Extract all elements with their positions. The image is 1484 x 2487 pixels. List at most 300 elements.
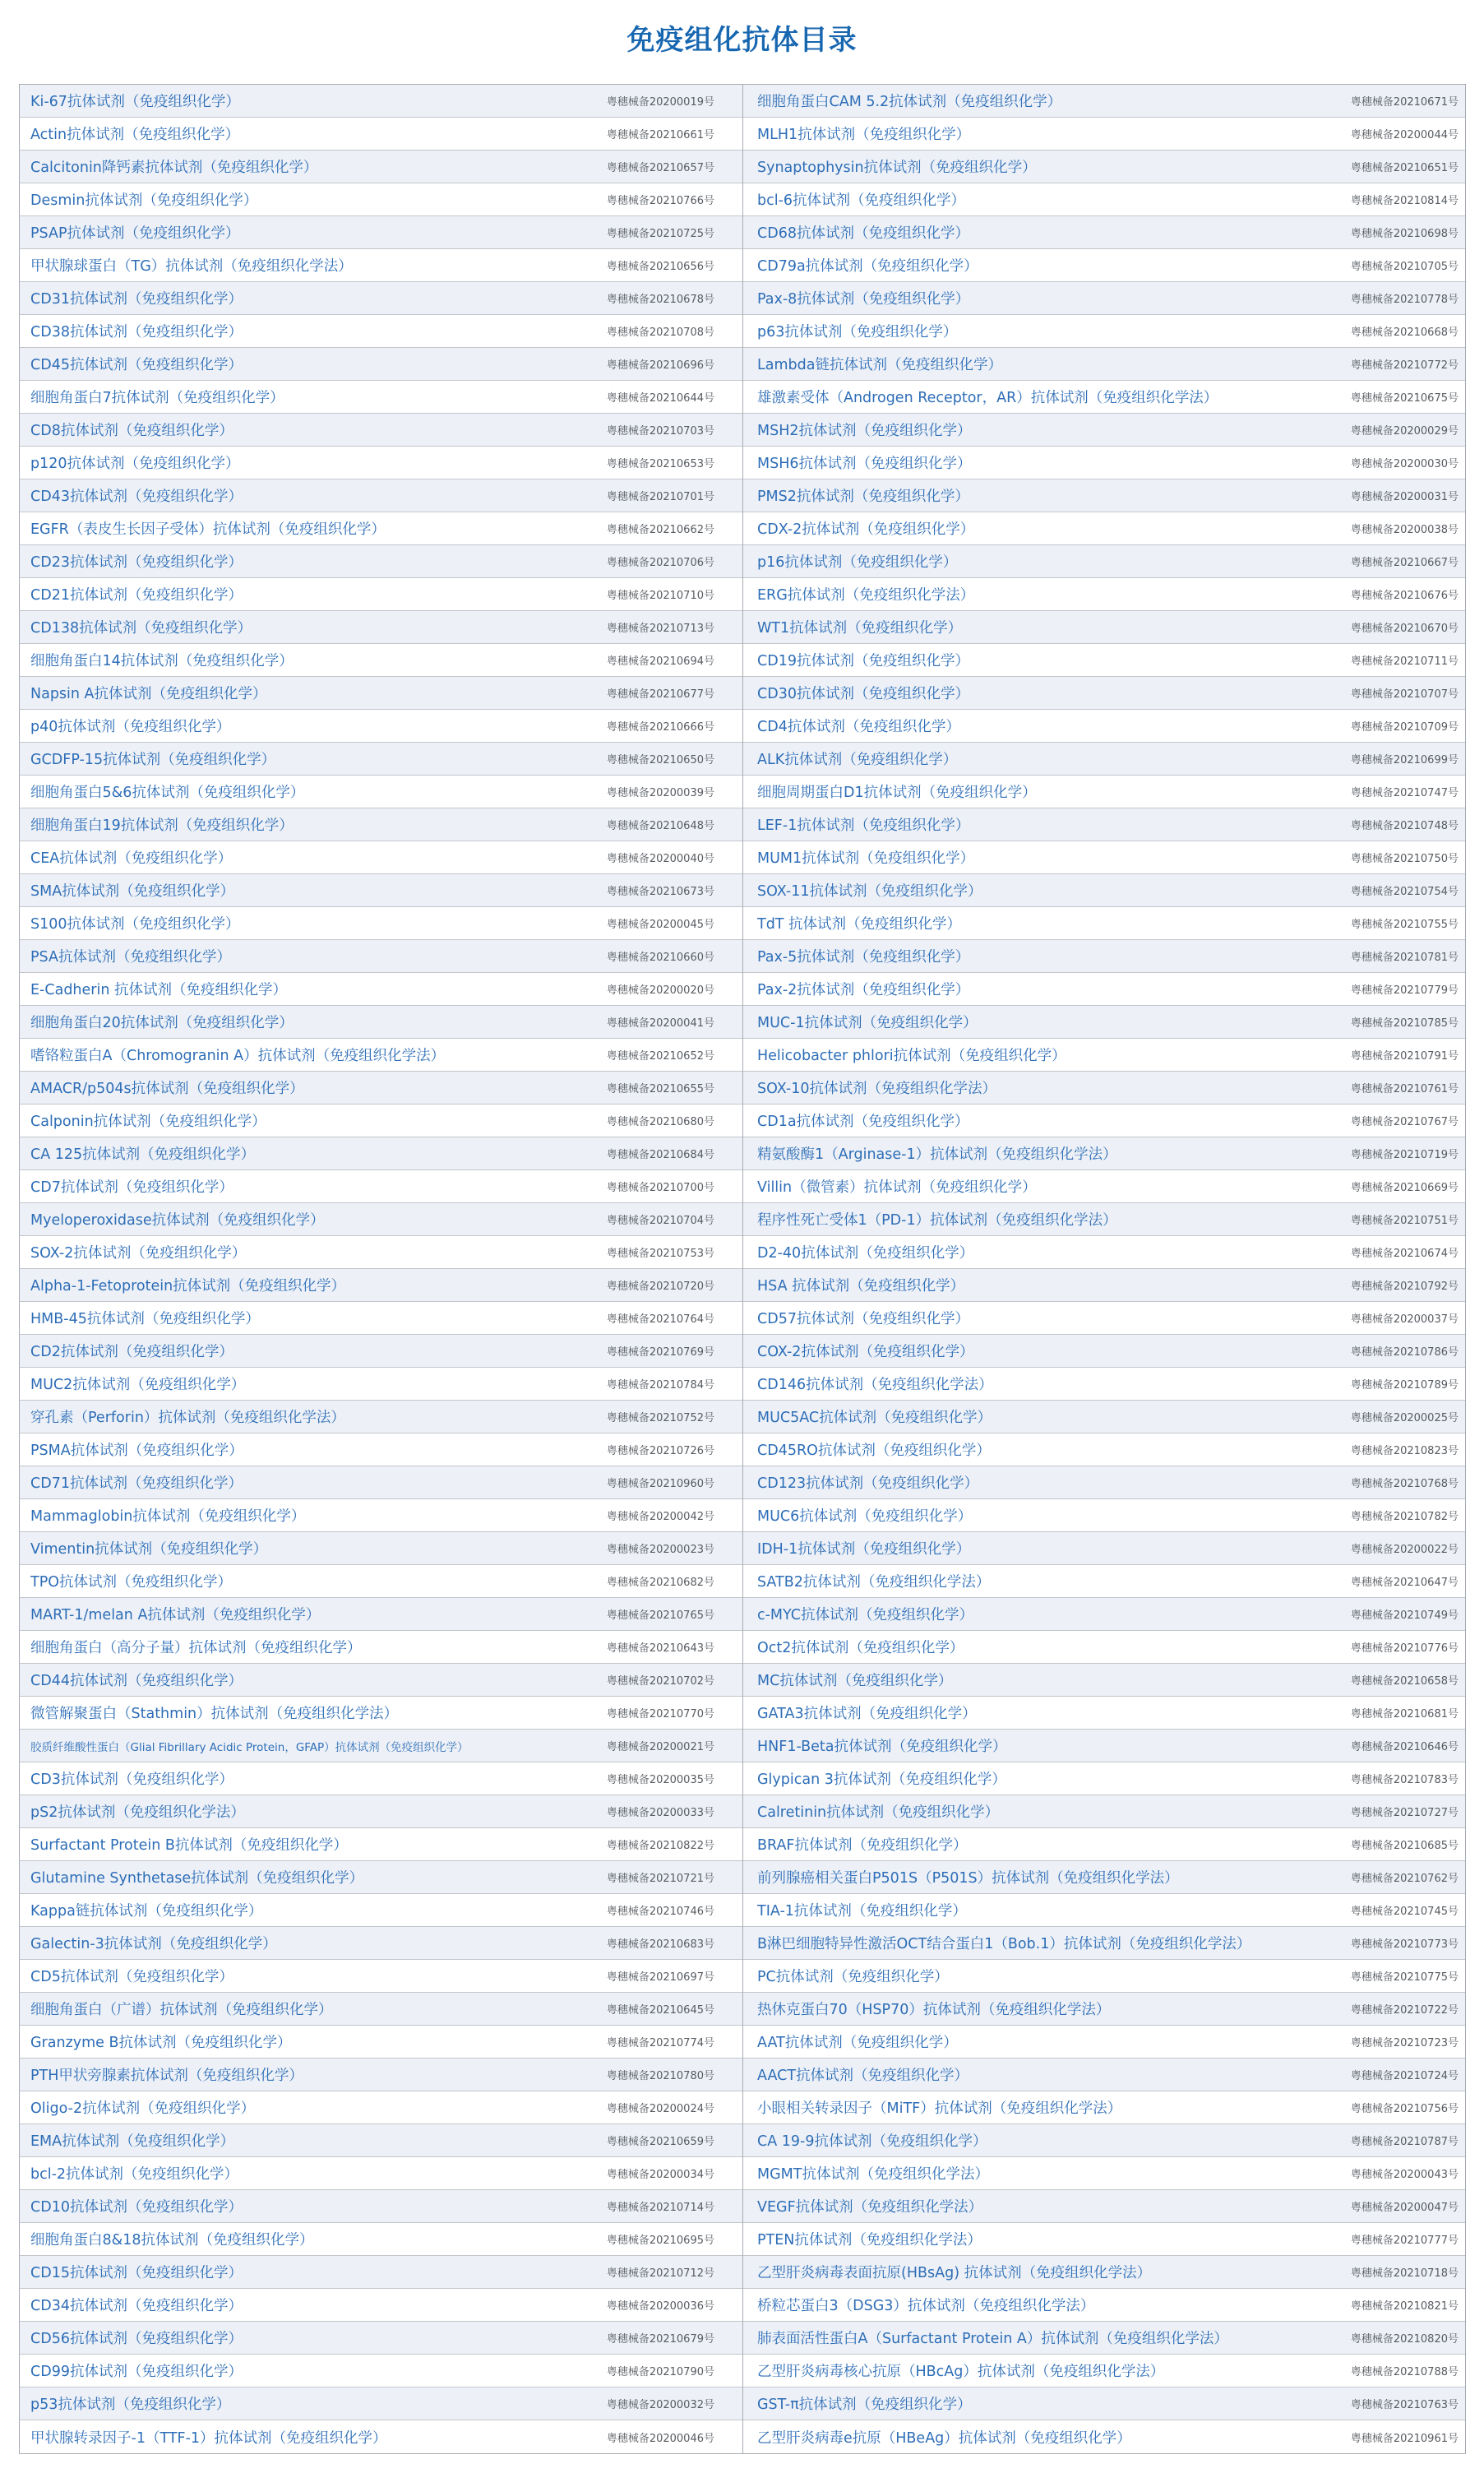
- table-row: [20, 2124, 742, 2157]
- antibody-name: EGFR（表皮生长因子受体）抗体试剂（免疫组织化学）: [30, 521, 386, 538]
- antibody-name: GATA3抗体试剂（免疫组织化学）: [757, 1706, 977, 1722]
- registration-number: 粤穗械备20210718号: [1350, 2267, 1459, 2280]
- antibody-name: MGMT抗体试剂（免疫组织化学法）: [757, 2166, 989, 2183]
- table-row: [20, 940, 742, 973]
- registration-number: 粤穗械备20200022号: [1350, 1544, 1459, 1556]
- registration-number: 粤穗械备20210961号: [1350, 2432, 1459, 2445]
- registration-number: 粤穗械备20210822号: [606, 1840, 714, 1852]
- registration-number: 粤穗械备20210786号: [1350, 1346, 1459, 1359]
- antibody-name: SOX-11抗体试剂（免疫组织化学）: [757, 883, 982, 900]
- registration-number: 粤穗械备20210662号: [606, 524, 714, 536]
- table-row: [743, 611, 1465, 644]
- registration-number: 粤穗械备20210792号: [1350, 1281, 1459, 1293]
- registration-number: 粤穗械备20210722号: [1350, 2004, 1459, 2017]
- antibody-name: HMB-45抗体试剂（免疫组织化学）: [30, 1311, 260, 1327]
- antibody-name: Helicobacter phlori抗体试剂（免疫组织化学）: [757, 1048, 1066, 1064]
- antibody-name: 小眼相关转录因子（MiTF）抗体试剂（免疫组织化学法）: [757, 2100, 1122, 2117]
- table-row: [20, 1664, 742, 1697]
- table-row: [20, 1565, 742, 1598]
- table-row: [743, 2124, 1465, 2157]
- registration-number: 粤穗械备20210821号: [1350, 2300, 1459, 2313]
- table-row: [743, 1039, 1465, 1072]
- antibody-name: CD21抗体试剂（免疫组织化学）: [30, 587, 243, 604]
- table-row: [743, 2091, 1465, 2124]
- table-row: [20, 545, 742, 578]
- registration-number: 粤穗械备20210643号: [606, 1642, 714, 1655]
- antibody-name: Pax-8抗体试剂（免疫组织化学）: [757, 291, 970, 308]
- registration-number: 粤穗械备20210788号: [1350, 2366, 1459, 2378]
- registration-number: 粤穗械备20200032号: [606, 2399, 714, 2411]
- table-row: [20, 85, 742, 118]
- registration-number: 粤穗械备20210655号: [606, 1083, 714, 1095]
- antibody-name: CD34抗体试剂（免疫组织化学）: [30, 2298, 243, 2314]
- registration-number: 粤穗械备20210721号: [606, 1873, 714, 1885]
- table-row: [20, 710, 742, 743]
- antibody-name: CD8抗体试剂（免疫组织化学）: [30, 423, 233, 439]
- registration-number: 粤穗械备20210710号: [606, 590, 714, 602]
- registration-number: 粤穗械备20210761号: [1350, 1083, 1459, 1095]
- antibody-name: Ki-67抗体试剂（免疫组织化学）: [30, 94, 240, 110]
- table-row: [20, 2026, 742, 2059]
- antibody-name: 乙型肝炎病毒e抗原（HBeAg）抗体试剂（免疫组织化学）: [757, 2429, 1131, 2447]
- antibody-name: 微管解聚蛋白（Stathmin）抗体试剂（免疫组织化学法）: [30, 1706, 399, 1722]
- antibody-name: HNF1-Beta抗体试剂（免疫组织化学）: [757, 1739, 1007, 1755]
- registration-number: 粤穗械备20210708号: [606, 327, 714, 339]
- antibody-name: PSA抗体试剂（免疫组织化学）: [30, 949, 231, 966]
- table-row: [20, 1137, 742, 1170]
- registration-number: 粤穗械备20210653号: [606, 458, 714, 470]
- registration-number: 粤穗械备20210648号: [606, 820, 714, 832]
- registration-number: 粤穗械备20200045号: [606, 919, 714, 931]
- antibody-name: Desmin抗体试剂（免疫组织化学）: [30, 192, 258, 209]
- registration-number: 粤穗械备20200019号: [606, 96, 714, 109]
- table-row: [20, 644, 742, 677]
- antibody-table: [19, 84, 1466, 2454]
- table-row: [20, 1401, 742, 1433]
- table-row: [743, 315, 1465, 348]
- registration-number: 粤穗械备20210668号: [1350, 327, 1459, 339]
- registration-number: 粤穗械备20210723号: [1350, 2037, 1459, 2049]
- table-row: [743, 1565, 1465, 1598]
- table-row: [743, 1072, 1465, 1105]
- registration-number: 粤穗械备20210720号: [606, 1281, 714, 1293]
- table-row: [743, 2256, 1465, 2289]
- registration-number: 粤穗械备20210711号: [1350, 655, 1459, 668]
- antibody-name: CDX-2抗体试剂（免疫组织化学）: [757, 521, 975, 538]
- table-row: [743, 2059, 1465, 2091]
- table-row: [20, 1762, 742, 1795]
- registration-number: 粤穗械备20210669号: [1350, 1182, 1459, 1194]
- antibody-name: Galectin-3抗体试剂（免疫组织化学）: [30, 1936, 277, 1952]
- registration-number: 粤穗械备20210680号: [606, 1116, 714, 1128]
- registration-number: 粤穗械备20200035号: [606, 1774, 714, 1786]
- antibody-name: 甲状腺球蛋白（TG）抗体试剂（免疫组织化学法）: [30, 258, 353, 275]
- table-row: [20, 874, 742, 907]
- antibody-name: p120抗体试剂（免疫组织化学）: [30, 456, 240, 472]
- registration-number: 粤穗械备20210685号: [1350, 1840, 1459, 1852]
- antibody-name: Pax-5抗体试剂（免疫组织化学）: [757, 949, 970, 966]
- registration-number: 粤穗械备20200046号: [606, 2432, 714, 2445]
- registration-number: 粤穗械备20210674号: [1350, 1248, 1459, 1260]
- antibody-name: CD19抗体试剂（免疫组织化学）: [757, 653, 969, 669]
- registration-number: 粤穗械备20200038号: [1350, 524, 1459, 536]
- antibody-name: 乙型肝炎病毒核心抗原（HBcAg）抗体试剂（免疫组织化学法）: [757, 2364, 1165, 2380]
- registration-number: 粤穗械备20200034号: [606, 2169, 714, 2181]
- antibody-name: PTEN抗体试剂（免疫组织化学法）: [757, 2232, 982, 2248]
- table-row: [20, 1960, 742, 1993]
- registration-number: 粤穗械备20200020号: [606, 984, 714, 997]
- table-row: [20, 2420, 742, 2453]
- table-row: [20, 2190, 742, 2223]
- table-row: [743, 1828, 1465, 1861]
- antibody-name: MUM1抗体试剂（免疫组织化学）: [757, 850, 975, 867]
- table-row: [20, 1730, 742, 1762]
- antibody-name: CD15抗体试剂（免疫组织化学）: [30, 2265, 243, 2281]
- table-row: [743, 381, 1465, 414]
- table-row: [743, 1762, 1465, 1795]
- antibody-name: 细胞角蛋白（高分子量）抗体试剂（免疫组织化学）: [30, 1640, 362, 1656]
- antibody-name: Oct2抗体试剂（免疫组织化学）: [757, 1640, 964, 1656]
- antibody-name: CD56抗体试剂（免疫组织化学）: [30, 2331, 243, 2347]
- table-row: [743, 2026, 1465, 2059]
- antibody-name: WT1抗体试剂（免疫组织化学）: [757, 620, 963, 637]
- table-row: [20, 2322, 742, 2355]
- table-row: [743, 151, 1465, 183]
- antibody-name: CD2抗体试剂（免疫组织化学）: [30, 1344, 233, 1360]
- antibody-name: CD123抗体试剂（免疫组织化学）: [757, 1475, 979, 1492]
- table-row: [743, 2387, 1465, 2420]
- registration-number: 粤穗械备20210661号: [606, 129, 714, 141]
- table-row: [743, 808, 1465, 841]
- registration-number: 粤穗械备20210694号: [606, 655, 714, 668]
- registration-number: 粤穗械备20210683号: [606, 1938, 714, 1951]
- antibody-name: CD44抗体试剂（免疫组织化学）: [30, 1673, 243, 1689]
- table-row: [20, 151, 742, 183]
- table-row: [743, 1927, 1465, 1960]
- table-row: [743, 479, 1465, 512]
- table-row: [743, 249, 1465, 282]
- antibody-name: Surfactant Protein B抗体试剂（免疫组织化学）: [30, 1837, 348, 1854]
- antibody-name: VEGF抗体试剂（免疫组织化学法）: [757, 2199, 983, 2216]
- table-row: [20, 1039, 742, 1072]
- antibody-name: CD45抗体试剂（免疫组织化学）: [30, 357, 243, 373]
- table-row: [743, 1335, 1465, 1368]
- antibody-name: MSH2抗体试剂（免疫组织化学）: [757, 423, 972, 439]
- registration-number: 粤穗械备20210646号: [1350, 1741, 1459, 1753]
- table-row: [743, 1631, 1465, 1664]
- table-row: [20, 1598, 742, 1631]
- registration-number: 粤穗械备20200041号: [606, 1017, 714, 1030]
- antibody-name: 细胞周期蛋白D1抗体试剂（免疫组织化学）: [757, 785, 1037, 801]
- table-row: [20, 1631, 742, 1664]
- registration-number: 粤穗械备20200044号: [1350, 129, 1459, 141]
- table-row: [20, 348, 742, 381]
- antibody-name: PSAP抗体试剂（免疫组织化学）: [30, 225, 240, 242]
- registration-number: 粤穗械备20200036号: [606, 2300, 714, 2313]
- antibody-name: Lambda链抗体试剂（免疫组织化学）: [757, 357, 1002, 373]
- registration-number: 粤穗械备20210667号: [1350, 557, 1459, 569]
- antibody-name: CEA抗体试剂（免疫组织化学）: [30, 850, 233, 867]
- table-row: [743, 447, 1465, 479]
- registration-number: 粤穗械备20210676号: [1350, 590, 1459, 602]
- registration-number: 粤穗械备20210659号: [606, 2136, 714, 2148]
- antibody-name: MUC-1抗体试剂（免疫组织化学）: [757, 1015, 978, 1031]
- antibody-name: AACT抗体试剂（免疫组织化学）: [757, 2068, 969, 2084]
- table-row: [743, 1499, 1465, 1532]
- registration-number: 粤穗械备20200037号: [1350, 1313, 1459, 1326]
- table-row: [743, 2223, 1465, 2256]
- registration-number: 粤穗械备20210754号: [1350, 886, 1459, 898]
- table-row: [743, 1302, 1465, 1335]
- table-row: [743, 2420, 1465, 2453]
- registration-number: 粤穗械备20210751号: [1350, 1215, 1459, 1227]
- antibody-name: 嗜铬粒蛋白A（Chromogranin A）抗体试剂（免疫组织化学法）: [30, 1048, 446, 1064]
- registration-number: 粤穗械备20210779号: [1350, 984, 1459, 997]
- registration-number: 粤穗械备20210677号: [606, 688, 714, 701]
- registration-number: 粤穗械备20210657号: [606, 162, 714, 174]
- antibody-name: IDH-1抗体试剂（免疫组织化学）: [757, 1541, 971, 1558]
- antibody-name: MUC6抗体试剂（免疫组织化学）: [757, 1508, 973, 1525]
- table-row: [743, 1433, 1465, 1466]
- antibody-name: CA 125抗体试剂（免疫组织化学）: [30, 1146, 256, 1163]
- table-row: [20, 1466, 742, 1499]
- table-row: [743, 85, 1465, 118]
- antibody-name: SATB2抗体试剂（免疫组织化学法）: [757, 1574, 991, 1591]
- antibody-name: CD71抗体试剂（免疫组织化学）: [30, 1475, 243, 1492]
- registration-number: 粤穗械备20210749号: [1350, 1609, 1459, 1622]
- antibody-name: BRAF抗体试剂（免疫组织化学）: [757, 1837, 968, 1854]
- table-row: [743, 1795, 1465, 1828]
- table-row: [743, 1269, 1465, 1302]
- registration-number: 粤穗械备20210682号: [606, 1577, 714, 1589]
- table-row: [20, 512, 742, 545]
- registration-number: 粤穗械备20200033号: [606, 1807, 714, 1819]
- antibody-name: Pax-2抗体试剂（免疫组织化学）: [757, 982, 970, 998]
- table-row: [20, 1203, 742, 1236]
- antibody-name: Calponin抗体试剂（免疫组织化学）: [30, 1114, 266, 1130]
- registration-number: 粤穗械备20210725号: [606, 228, 714, 240]
- antibody-name: CD5抗体试剂（免疫组织化学）: [30, 1969, 233, 1985]
- antibody-name: EMA抗体试剂（免疫组织化学）: [30, 2133, 235, 2150]
- registration-number: 粤穗械备20210695号: [606, 2235, 714, 2247]
- table-row: [20, 249, 742, 282]
- antibody-name: PSMA抗体试剂（免疫组织化学）: [30, 1443, 243, 1459]
- registration-number: 粤穗械备20210650号: [606, 754, 714, 766]
- table-row: [743, 1894, 1465, 1927]
- table-row: [743, 1730, 1465, 1762]
- table-row: [743, 578, 1465, 611]
- registration-number: 粤穗械备20210670号: [1350, 623, 1459, 635]
- registration-number: 粤穗械备20210701号: [606, 491, 714, 503]
- antibody-name: 胶质纤维酸性蛋白（Glial Fibrillary Acidic Protein，GFAP）抗体试剂（免疫组织化学）: [30, 1740, 469, 1754]
- registration-number: 粤穗械备20210651号: [1350, 162, 1459, 174]
- registration-number: 粤穗械备20210790号: [606, 2366, 714, 2378]
- antibody-name: AAT抗体试剂（免疫组织化学）: [757, 2035, 958, 2051]
- antibody-name: CD4抗体试剂（免疫组织化学）: [757, 719, 960, 735]
- table-row: [20, 447, 742, 479]
- table-row: [20, 2387, 742, 2420]
- antibody-name: CD138抗体试剂（免疫组织化学）: [30, 620, 252, 637]
- registration-number: 粤穗械备20210787号: [1350, 2136, 1459, 2148]
- catalog-column-right: [742, 85, 1465, 2453]
- table-row: [743, 1960, 1465, 1993]
- antibody-name: Granzyme B抗体试剂（免疫组织化学）: [30, 2035, 292, 2051]
- registration-number: 粤穗械备20210699号: [1350, 754, 1459, 766]
- table-row: [20, 743, 742, 776]
- registration-number: 粤穗械备20210712号: [606, 2267, 714, 2280]
- table-row: [20, 1006, 742, 1039]
- registration-number: 粤穗械备20210658号: [1350, 1675, 1459, 1688]
- antibody-name: Glypican 3抗体试剂（免疫组织化学）: [757, 1771, 1006, 1788]
- antibody-name: LEF-1抗体试剂（免疫组织化学）: [757, 817, 970, 834]
- table-row: [743, 1861, 1465, 1894]
- registration-number: 粤穗械备20210753号: [606, 1248, 714, 1260]
- antibody-name: TIA-1抗体试剂（免疫组织化学）: [757, 1903, 967, 1920]
- registration-number: 粤穗械备20210727号: [1350, 1807, 1459, 1819]
- registration-number: 粤穗械备20210752号: [606, 1412, 714, 1424]
- table-row: [20, 1433, 742, 1466]
- registration-number: 粤穗械备20200025号: [1350, 1412, 1459, 1424]
- antibody-name: 细胞角蛋白7抗体试剂（免疫组织化学）: [30, 390, 284, 406]
- antibody-name: MC抗体试剂（免疫组织化学）: [757, 1673, 953, 1689]
- registration-number: 粤穗械备20210681号: [1350, 1708, 1459, 1721]
- table-row: [20, 216, 742, 249]
- table-row: [743, 1170, 1465, 1203]
- registration-number: 粤穗械备20210675号: [1350, 392, 1459, 405]
- antibody-name: GCDFP-15抗体试剂（免疫组织化学）: [30, 752, 276, 768]
- antibody-name: MUC2抗体试剂（免疫组织化学）: [30, 1377, 246, 1393]
- antibody-name: bcl-2抗体试剂（免疫组织化学）: [30, 2166, 239, 2183]
- table-row: [20, 1894, 742, 1927]
- table-row: [20, 2059, 742, 2091]
- table-row: [743, 2190, 1465, 2223]
- antibody-name: bcl-6抗体试剂（免疫组织化学）: [757, 192, 966, 209]
- table-row: [743, 940, 1465, 973]
- registration-number: 粤穗械备20200042号: [606, 1511, 714, 1523]
- antibody-name: D2-40抗体试剂（免疫组织化学）: [757, 1245, 974, 1262]
- table-row: [743, 2157, 1465, 2190]
- registration-number: 粤穗械备20210656号: [606, 261, 714, 273]
- antibody-name: S100抗体试剂（免疫组织化学）: [30, 916, 240, 933]
- antibody-name: 雄激素受体（Androgen Receptor，AR）抗体试剂（免疫组织化学法）: [757, 390, 1218, 406]
- table-row: [20, 1170, 742, 1203]
- antibody-name: 穿孔素（Perforin）抗体试剂（免疫组织化学法）: [30, 1410, 345, 1426]
- antibody-name: CD38抗体试剂（免疫组织化学）: [30, 324, 243, 340]
- registration-number: 粤穗械备20210747号: [1350, 787, 1459, 799]
- registration-number: 粤穗械备20210785号: [1350, 1017, 1459, 1030]
- table-row: [20, 479, 742, 512]
- table-row: [743, 1368, 1465, 1401]
- antibody-name: 热休克蛋白70（HSP70）抗体试剂（免疫组织化学法）: [757, 2002, 1111, 2018]
- table-row: [20, 611, 742, 644]
- antibody-name: SOX-10抗体试剂（免疫组织化学法）: [757, 1081, 996, 1097]
- table-row: [743, 1236, 1465, 1269]
- registration-number: 粤穗械备20210755号: [1350, 919, 1459, 931]
- registration-number: 粤穗械备20210765号: [606, 1609, 714, 1622]
- registration-number: 粤穗械备20210756号: [1350, 2103, 1459, 2115]
- registration-number: 粤穗械备20210647号: [1350, 1577, 1459, 1589]
- registration-number: 粤穗械备20210748号: [1350, 820, 1459, 832]
- registration-number: 粤穗械备20210764号: [606, 1313, 714, 1326]
- registration-number: 粤穗械备20210960号: [606, 1478, 714, 1490]
- antibody-name: CD68抗体试剂（免疫组织化学）: [757, 225, 969, 242]
- table-row: [743, 1532, 1465, 1565]
- table-row: [20, 677, 742, 710]
- table-row: [20, 578, 742, 611]
- registration-number: 粤穗械备20210702号: [606, 1675, 714, 1688]
- antibody-name: CD7抗体试剂（免疫组织化学）: [30, 1179, 233, 1196]
- antibody-name: 程序性死亡受体1（PD-1）抗体试剂（免疫组织化学法）: [757, 1212, 1117, 1229]
- antibody-name: GST-π抗体试剂（免疫组织化学）: [757, 2397, 972, 2413]
- table-row: [20, 841, 742, 874]
- registration-number: 粤穗械备20210726号: [606, 1445, 714, 1457]
- registration-number: 粤穗械备20210709号: [1350, 721, 1459, 734]
- registration-number: 粤穗械备20210713号: [606, 623, 714, 635]
- table-row: [20, 1302, 742, 1335]
- registration-number: 粤穗械备20210724号: [1350, 2070, 1459, 2082]
- antibody-name: ALK抗体试剂（免疫组织化学）: [757, 752, 958, 768]
- antibody-name: Myeloperoxidase抗体试剂（免疫组织化学）: [30, 1212, 325, 1229]
- registration-number: 粤穗械备20200043号: [1350, 2169, 1459, 2181]
- table-row: [743, 118, 1465, 151]
- registration-number: 粤穗械备20210706号: [606, 557, 714, 569]
- table-row: [743, 282, 1465, 315]
- registration-number: 粤穗械备20200021号: [606, 1741, 714, 1753]
- table-row: [20, 381, 742, 414]
- table-row: [20, 1236, 742, 1269]
- antibody-name: PC抗体试剂（免疫组织化学）: [757, 1969, 949, 1985]
- registration-number: 粤穗械备20210697号: [606, 1971, 714, 1984]
- registration-number: 粤穗械备20210774号: [606, 2037, 714, 2049]
- registration-number: 粤穗械备20210767号: [1350, 1116, 1459, 1128]
- table-row: [743, 1006, 1465, 1039]
- table-row: [743, 2355, 1465, 2387]
- registration-number: 粤穗械备20210652号: [606, 1050, 714, 1063]
- antibody-name: CD146抗体试剂（免疫组织化学法）: [757, 1377, 993, 1393]
- registration-number: 粤穗械备20210704号: [606, 1215, 714, 1227]
- antibody-name: p40抗体试剂（免疫组织化学）: [30, 719, 231, 735]
- antibody-name: PTH甲状旁腺素抗体试剂（免疫组织化学）: [30, 2068, 303, 2084]
- antibody-name: CD43抗体试剂（免疫组织化学）: [30, 489, 243, 505]
- antibody-name: Glutamine Synthetase抗体试剂（免疫组织化学）: [30, 1870, 364, 1887]
- antibody-name: 肺表面活性蛋白A（Surfactant Protein A）抗体试剂（免疫组织化学法）: [757, 2331, 1228, 2347]
- antibody-name: CD30抗体试剂（免疫组织化学）: [757, 686, 969, 702]
- antibody-name: PMS2抗体试剂（免疫组织化学）: [757, 489, 969, 505]
- registration-number: 粤穗械备20210768号: [1350, 1478, 1459, 1490]
- registration-number: 粤穗械备20210783号: [1350, 1774, 1459, 1786]
- registration-number: 粤穗械备20210719号: [1350, 1149, 1459, 1161]
- registration-number: 粤穗械备20210778号: [1350, 294, 1459, 306]
- table-row: [743, 2289, 1465, 2322]
- table-row: [20, 1927, 742, 1960]
- antibody-name: ERG抗体试剂（免疫组织化学法）: [757, 587, 975, 604]
- table-row: [20, 973, 742, 1006]
- registration-number: 粤穗械备20210698号: [1350, 228, 1459, 240]
- registration-number: 粤穗械备20210773号: [1350, 1938, 1459, 1951]
- table-row: [743, 1466, 1465, 1499]
- table-row: [743, 2322, 1465, 2355]
- antibody-name: 乙型肝炎病毒表面抗原(HBsAg) 抗体试剂（免疫组织化学法）: [757, 2265, 1152, 2281]
- registration-number: 粤穗械备20210660号: [606, 952, 714, 964]
- antibody-name: Vimentin抗体试剂（免疫组织化学）: [30, 1541, 268, 1558]
- antibody-name: 细胞角蛋白20抗体试剂（免疫组织化学）: [30, 1015, 294, 1031]
- antibody-name: CD99抗体试剂（免疫组织化学）: [30, 2364, 243, 2380]
- table-row: [743, 874, 1465, 907]
- table-row: [20, 907, 742, 940]
- table-row: [20, 1335, 742, 1368]
- registration-number: 粤穗械备20210766号: [606, 195, 714, 207]
- registration-number: 粤穗械备20210644号: [606, 392, 714, 405]
